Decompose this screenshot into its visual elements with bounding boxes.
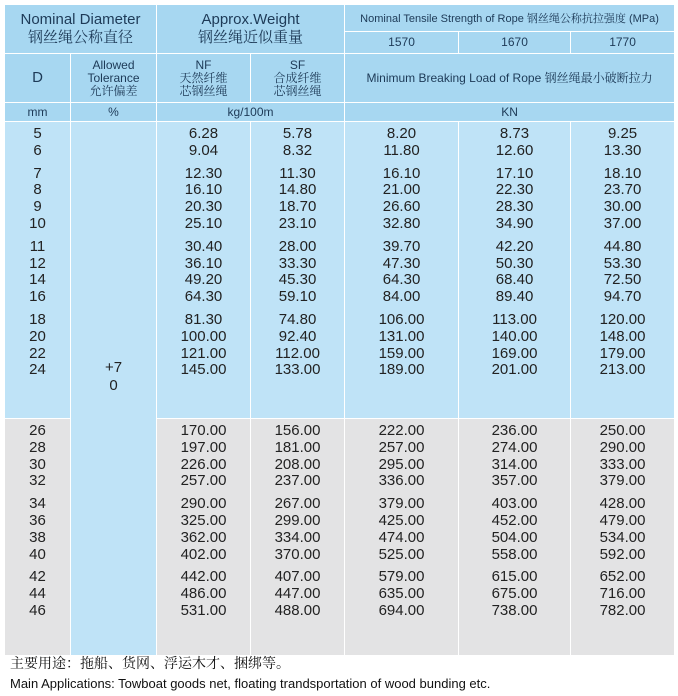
diameter-col-blue — [5, 122, 71, 419]
row-group — [345, 126, 458, 160]
row-group — [459, 239, 570, 306]
row-group — [157, 569, 250, 619]
applications-en: Main Applications: Towboat goods net, floating trandsportation of wood bunding etc. — [10, 676, 491, 691]
load-1570-value: 474.00 — [378, 528, 425, 546]
load-1770-value: 782.00 — [599, 601, 646, 619]
sf-weight-value: 11.30 — [279, 164, 316, 182]
load-1770-value: 716.00 — [599, 585, 646, 603]
load-1570-value: 379.00 — [378, 495, 425, 513]
row-group — [571, 239, 674, 306]
load-1670-value: 34.90 — [495, 214, 534, 232]
nf-weight-value: 257.00 — [180, 472, 227, 490]
load-1770-value: 592.00 — [599, 545, 646, 563]
load-1670-value: 403.00 — [491, 495, 538, 513]
nf-weight-value: 49.20 — [184, 271, 223, 289]
diameter-value: 5 — [33, 125, 42, 142]
load-1570-value: 32.80 — [382, 214, 421, 232]
sf-weight-value: 181.00 — [274, 438, 321, 456]
load-1670-value: 22.30 — [495, 181, 534, 199]
row-group — [251, 312, 344, 379]
applications-cn: 主要用途：拖船、货网、浮运木才、捆绑等。 — [10, 656, 290, 672]
load-1570-value: 131.00 — [378, 327, 425, 345]
diameter-value: 18 — [29, 310, 46, 328]
load-1570-value: 11.80 — [383, 141, 420, 159]
row-group — [157, 239, 250, 306]
row-group — [251, 126, 344, 160]
load-1770-value: 428.00 — [599, 495, 646, 513]
breaking-load-header — [345, 54, 675, 103]
sf-weight-value: 237.00 — [274, 472, 321, 490]
row-group — [345, 569, 458, 619]
load-1770-value: 9.25 — [607, 125, 638, 142]
tensile-strength-header — [345, 5, 675, 32]
nf-weight-value: 145.00 — [180, 361, 227, 379]
sf-weight-value: 23.10 — [278, 214, 317, 232]
load1570-col-blue — [345, 122, 459, 419]
sf-weight-value: 92.40 — [278, 327, 317, 345]
load-1670-value: 68.40 — [495, 271, 534, 289]
load-1570-value: 336.00 — [378, 472, 425, 490]
nf-weight-value: 170.00 — [180, 422, 227, 439]
sf-col-blue — [251, 122, 345, 419]
load-1570-value: 222.00 — [378, 422, 425, 439]
diameter-value: 16 — [29, 288, 46, 306]
row-group — [251, 166, 344, 233]
load-1670-value: 169.00 — [491, 344, 538, 362]
load-1570-value: 26.60 — [382, 198, 421, 216]
strength-1570: 1570 — [345, 32, 459, 54]
row-group — [345, 166, 458, 233]
nf-weight-value: 121.00 — [180, 344, 227, 362]
nominal-diameter-header — [5, 5, 157, 54]
load-1570-value: 106.00 — [378, 310, 425, 328]
load-1670-value: 50.30 — [495, 254, 534, 272]
load-1670-value: 17.10 — [495, 164, 534, 182]
sf-col-gray — [251, 419, 345, 656]
load-1770-value: 37.00 — [603, 214, 642, 232]
tolerance-zero: 0 — [109, 377, 118, 394]
sf-cn-2: 芯钢丝绳 — [273, 83, 322, 98]
sf-weight-value: 267.00 — [274, 495, 321, 513]
row-group — [251, 569, 344, 619]
nominal-diameter-en: Nominal Diameter — [20, 11, 141, 28]
nf-weight-value: 100.00 — [180, 327, 227, 345]
sf-label: SF — [289, 57, 306, 72]
load1670-col-blue — [459, 122, 571, 419]
nf-weight-value: 486.00 — [180, 585, 227, 603]
load-1670-value: 615.00 — [491, 568, 538, 586]
row-group — [459, 569, 570, 619]
sf-weight-value: 299.00 — [274, 511, 321, 529]
load-1770-value: 250.00 — [599, 422, 646, 439]
load-1770-value: 18.10 — [603, 164, 642, 182]
load1770-col-blue — [571, 122, 675, 419]
row-group — [157, 126, 250, 160]
breaking-load-cn: 钢丝绳最小破断拉力 — [544, 70, 653, 85]
diameter-value: 20 — [29, 327, 46, 345]
load-1770-value: 72.50 — [603, 271, 642, 289]
load-1570-value: 21.00 — [382, 181, 421, 199]
load-1570-value: 189.00 — [378, 361, 425, 379]
load-1570-value: 39.70 — [382, 237, 421, 255]
diameter-value: 42 — [29, 568, 46, 586]
allowed-label: Allowed — [92, 57, 135, 72]
diameter-value: 6 — [33, 141, 42, 159]
sf-weight-value: 45.30 — [278, 271, 317, 289]
load-1570-value: 525.00 — [378, 545, 425, 563]
row-group — [5, 569, 70, 619]
sf-weight-value: 18.70 — [278, 198, 317, 216]
row-group — [459, 312, 570, 379]
nf-weight-value: 81.30 — [184, 310, 223, 328]
nf-weight-value: 64.30 — [184, 288, 223, 306]
diameter-value: 12 — [29, 254, 46, 272]
load-1770-value: 534.00 — [599, 528, 646, 546]
row-group — [5, 126, 70, 160]
approx-weight-en: Approx.Weight — [201, 11, 300, 28]
load-1670-value: 140.00 — [491, 327, 538, 345]
nf-weight-value: 226.00 — [180, 455, 227, 473]
load-1770-value: 333.00 — [599, 455, 646, 473]
d-label: D — [5, 54, 71, 103]
nf-weight-value: 197.00 — [180, 438, 227, 456]
row-group — [345, 312, 458, 379]
approx-weight-header — [157, 5, 345, 54]
nf-weight-value: 402.00 — [180, 545, 227, 563]
unit-percent: % — [71, 103, 157, 122]
nf-weight-value: 16.10 — [184, 181, 223, 199]
load-1670-value: 274.00 — [491, 438, 538, 456]
load-1570-value: 425.00 — [378, 511, 425, 529]
nf-weight-value: 12.30 — [184, 164, 223, 182]
row-group — [345, 239, 458, 306]
nf-col-gray — [157, 419, 251, 656]
row-group — [251, 239, 344, 306]
unit-mm: mm — [5, 103, 71, 122]
nf-cn-1: 天然纤维 — [179, 70, 228, 85]
load-1570-value: 159.00 — [378, 344, 425, 362]
load-1570-value: 579.00 — [378, 568, 425, 586]
row-group — [251, 423, 344, 490]
load-1770-value: 290.00 — [599, 438, 646, 456]
row-group — [5, 423, 70, 490]
sf-weight-value: 112.00 — [275, 344, 320, 362]
row-group — [459, 126, 570, 160]
nf-cn-2: 芯钢丝绳 — [179, 83, 228, 98]
load-1770-value: 179.00 — [599, 344, 646, 362]
sf-weight-value: 208.00 — [274, 455, 321, 473]
blue-section — [5, 122, 675, 419]
nominal-diameter-cn: 钢丝绳公称直径 — [28, 29, 134, 46]
load-1770-value: 44.80 — [603, 237, 642, 255]
load-1670-value: 675.00 — [491, 585, 538, 603]
load-1670-value: 236.00 — [491, 422, 538, 439]
load-1670-value: 504.00 — [491, 528, 538, 546]
load-1670-value: 558.00 — [491, 545, 538, 563]
row-group — [459, 423, 570, 490]
row-group — [459, 496, 570, 563]
unit-weight: kg/100m — [157, 103, 345, 122]
tensile-strength-en: Nominal Tensile Strength of Rope — [360, 13, 524, 25]
nf-weight-value: 325.00 — [180, 511, 227, 529]
load-1570-value: 16.10 — [382, 164, 421, 182]
diameter-value: 9 — [33, 198, 42, 216]
row-group — [5, 166, 70, 233]
load-1670-value: 89.40 — [495, 288, 534, 306]
diameter-value: 30 — [29, 455, 46, 473]
load-1570-value: 47.30 — [382, 254, 421, 272]
nf-weight-value: 9.04 — [188, 141, 219, 159]
row-group — [251, 496, 344, 563]
sf-weight-value: 5.78 — [282, 125, 313, 142]
sf-weight-value: 447.00 — [274, 585, 321, 603]
approx-weight-cn: 钢丝绳近似重量 — [198, 29, 304, 46]
diameter-value: 32 — [29, 472, 46, 490]
nf-weight-value: 30.40 — [184, 237, 223, 255]
diameter-value: 7 — [33, 164, 42, 182]
load-1770-value: 120.00 — [599, 310, 646, 328]
nf-weight-value: 36.10 — [184, 254, 223, 272]
load-1770-value: 30.00 — [603, 198, 642, 216]
sf-weight-value: 28.00 — [278, 237, 317, 255]
diameter-value: 14 — [29, 271, 46, 289]
load-1670-value: 738.00 — [491, 601, 538, 619]
row-group — [5, 239, 70, 306]
sf-weight-value: 8.32 — [282, 141, 313, 159]
diameter-value: 40 — [29, 545, 46, 563]
diameter-value: 8 — [33, 181, 42, 199]
nf-weight-value: 25.10 — [184, 214, 223, 232]
load1770-col-gray — [571, 419, 675, 656]
load-1670-value: 201.00 — [491, 361, 538, 379]
load-1770-value: 23.70 — [603, 181, 642, 199]
sf-weight-value: 488.00 — [274, 601, 321, 619]
row-group — [157, 423, 250, 490]
diameter-value: 22 — [29, 344, 46, 362]
diameter-value: 44 — [29, 585, 46, 603]
load1670-col-gray — [459, 419, 571, 656]
nf-weight-value: 6.28 — [188, 125, 219, 142]
row-group — [571, 496, 674, 563]
nf-label: NF — [195, 57, 212, 72]
tolerance-cn-label: 允许偏差 — [89, 83, 138, 98]
row-group — [157, 312, 250, 379]
allowed-tolerance-header — [71, 54, 157, 103]
load-1570-value: 84.00 — [382, 288, 421, 306]
load-1570-value: 694.00 — [378, 601, 425, 619]
row-group — [571, 166, 674, 233]
load-1670-value: 314.00 — [491, 455, 538, 473]
diameter-value: 46 — [29, 601, 46, 619]
load1570-col-gray — [345, 419, 459, 656]
row-group — [157, 496, 250, 563]
load-1770-value: 479.00 — [599, 511, 646, 529]
load-1670-value: 357.00 — [491, 472, 538, 490]
strength-1770: 1770 — [571, 32, 675, 54]
row-group — [571, 569, 674, 619]
row-group — [345, 423, 458, 490]
load-1770-value: 13.30 — [603, 141, 642, 159]
diameter-value: 26 — [29, 422, 46, 439]
row-group — [571, 126, 674, 160]
tensile-unit: (MPa) — [628, 13, 659, 25]
load-1670-value: 113.00 — [492, 310, 537, 328]
diameter-value: 38 — [29, 528, 46, 546]
sf-weight-value: 14.80 — [278, 181, 317, 199]
strength-1670: 1670 — [459, 32, 571, 54]
load-1670-value: 28.30 — [495, 198, 534, 216]
row-group — [157, 166, 250, 233]
load-1770-value: 53.30 — [603, 254, 642, 272]
diameter-value: 24 — [29, 361, 46, 379]
sf-weight-value: 156.00 — [274, 422, 321, 439]
row-group — [571, 312, 674, 379]
nf-weight-value: 531.00 — [180, 601, 227, 619]
load-1770-value: 94.70 — [603, 288, 642, 306]
load-1570-value: 635.00 — [378, 585, 425, 603]
breaking-load-en: Minimum Breaking Load of Rope — [366, 70, 542, 85]
sf-weight-value: 370.00 — [274, 545, 321, 563]
load-1770-value: 379.00 — [599, 472, 646, 490]
sf-weight-value: 133.00 — [274, 361, 321, 379]
load-1770-value: 652.00 — [599, 568, 646, 586]
sf-cn-1: 合成纤维 — [273, 70, 322, 85]
load-1570-value: 295.00 — [378, 455, 425, 473]
notes — [10, 655, 490, 692]
sf-weight-value: 407.00 — [274, 568, 321, 586]
sf-weight-value: 59.10 — [278, 288, 317, 306]
load-1670-value: 452.00 — [491, 511, 538, 529]
tolerance-label: Tolerance — [87, 70, 140, 85]
load-1670-value: 12.60 — [495, 141, 534, 159]
sf-header — [251, 54, 345, 103]
row-group — [5, 312, 70, 379]
tolerance-cell — [71, 122, 157, 656]
load-1670-value: 42.20 — [495, 237, 534, 255]
diameter-value: 36 — [29, 511, 46, 529]
nf-weight-value: 362.00 — [180, 528, 227, 546]
sf-weight-value: 33.30 — [278, 254, 317, 272]
unit-load: KN — [345, 103, 675, 122]
load-1670-value: 8.73 — [499, 125, 530, 142]
diameter-col-gray — [5, 419, 71, 656]
row-group — [459, 166, 570, 233]
diameter-value: 28 — [29, 438, 46, 456]
nf-weight-value: 290.00 — [180, 495, 227, 513]
rope-spec-table — [4, 4, 675, 656]
diameter-value: 11 — [29, 237, 46, 255]
row-group — [571, 423, 674, 490]
nf-header — [157, 54, 251, 103]
nf-weight-value: 20.30 — [184, 198, 223, 216]
nf-col-blue — [157, 122, 251, 419]
row-group — [5, 496, 70, 563]
tensile-strength-cn: 钢丝绳公称抗拉强度 — [526, 13, 626, 25]
nf-weight-value: 442.00 — [180, 568, 227, 586]
row-group — [345, 496, 458, 563]
sf-weight-value: 74.80 — [278, 310, 317, 328]
load-1570-value: 8.20 — [386, 125, 417, 142]
diameter-value: 10 — [29, 214, 46, 232]
load-1770-value: 148.00 — [599, 327, 646, 345]
load-1770-value: 213.00 — [599, 361, 646, 379]
tolerance-plus: +7 — [104, 359, 123, 376]
sf-weight-value: 334.00 — [274, 528, 321, 546]
diameter-value: 34 — [29, 495, 46, 513]
load-1570-value: 64.30 — [382, 271, 421, 289]
load-1570-value: 257.00 — [378, 438, 425, 456]
